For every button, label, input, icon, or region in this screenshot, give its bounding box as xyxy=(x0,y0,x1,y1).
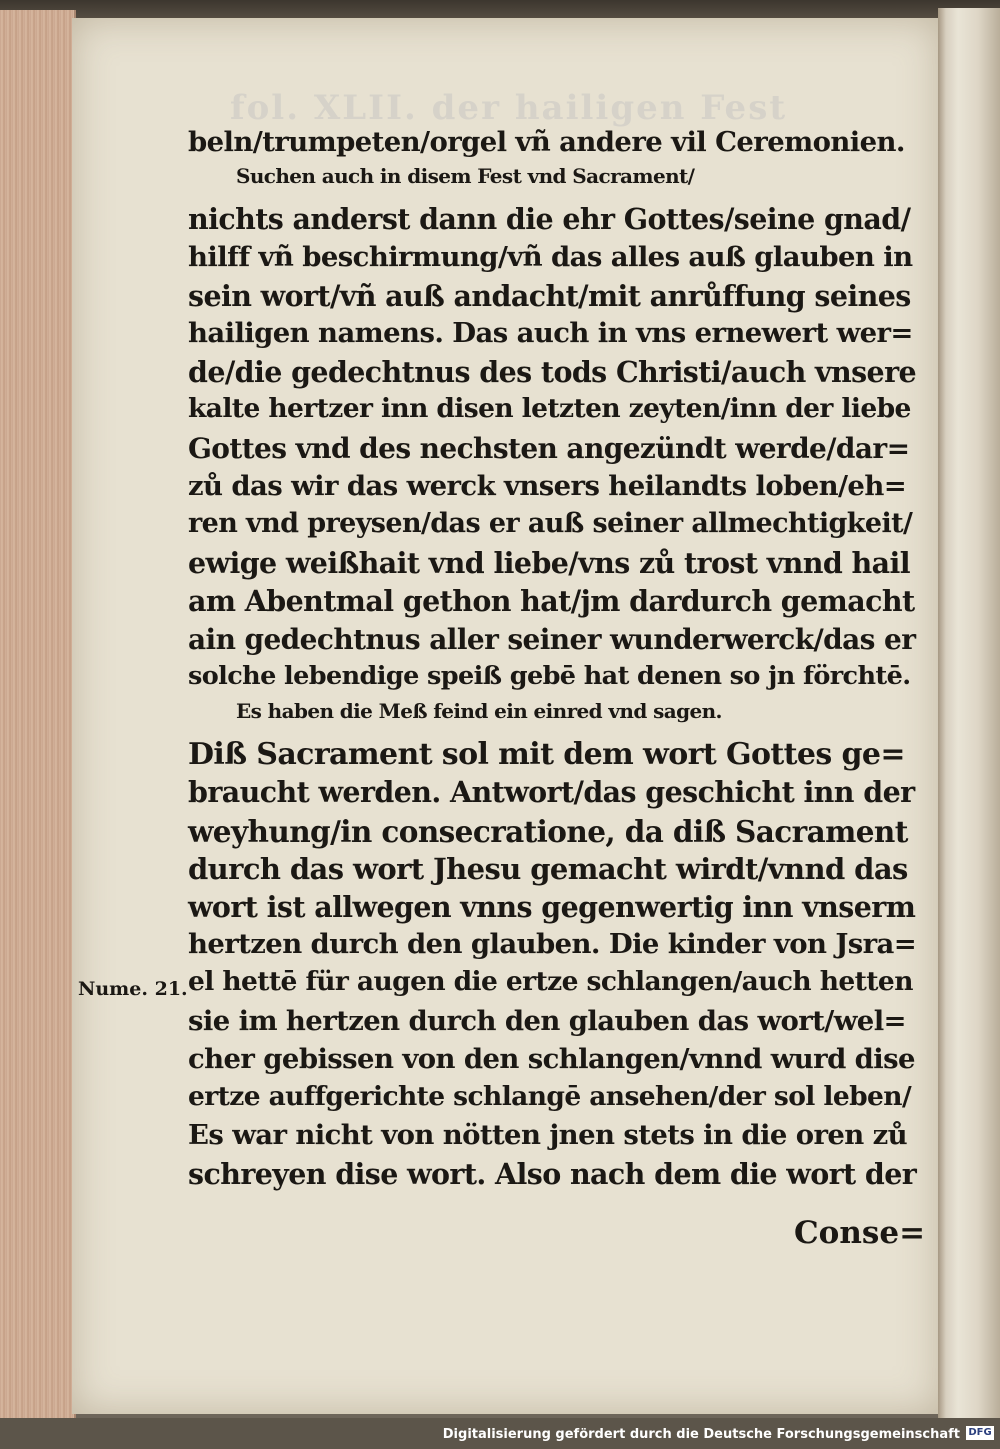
text-line: ertze auffgerichte schlangē ansehen/der sol leben/ xyxy=(188,1081,912,1112)
text-line: Diß Sacrament sol mit dem wort Gottes ge= xyxy=(188,737,905,773)
text-line: el hettē für augen die ertze schlangen/auch hetten xyxy=(188,966,913,998)
text-line: hertzen durch den glauben. Die kinder von Jsra= xyxy=(188,928,917,961)
text-line: am Abentmal gethon hat/jm dardurch gemacht xyxy=(188,584,915,619)
text-line: cher gebissen von den schlangen/vnnd wurd dise xyxy=(188,1042,915,1075)
text-line: ewige weißhait vnd liebe/vns zů trost vnnd hail xyxy=(188,546,910,581)
text-line: schreyen dise wort. Also nach dem die wort der xyxy=(188,1157,917,1192)
text-line: Es haben die Meß feind ein einred vnd sagen. xyxy=(236,699,722,723)
text-line: braucht werden. Antwort/das geschicht inn der xyxy=(188,775,915,810)
text-line: solche lebendige speiß gebē hat denen so jn förchtē. xyxy=(188,660,911,691)
text-line: sie im hertzen durch den glauben das wort/wel= xyxy=(188,1004,906,1037)
dfg-logo: DFG xyxy=(966,1426,994,1440)
text-line: sein wort/vñ auß andacht/mit anrůffung seines xyxy=(188,278,911,313)
text-line: wort ist allwegen vnns gegenwertig inn vnserm xyxy=(188,890,916,924)
text-line: beln/trumpeten/orgel vñ andere vil Ceremonien. xyxy=(188,126,905,158)
catchword: Conse= xyxy=(794,1215,926,1251)
page-stack-edge xyxy=(0,10,76,1418)
text-line: hailigen namens. Das auch in vns ernewert wer= xyxy=(188,317,913,349)
text-line: ren vnd preysen/das er auß seiner allmechtigkeit/ xyxy=(188,508,913,539)
text-line: ain gedechtnus aller seiner wunderwerck/das er xyxy=(188,622,916,656)
text-line: hilff vñ beschirmung/vñ das alles auß glauben in xyxy=(188,240,913,273)
footer-credit: Digitalisierung gefördert durch die Deutsche Forschungsgemeinschaft xyxy=(442,1427,960,1442)
margin-note: Nume. 21. xyxy=(78,978,188,1000)
text-line: kalte hertzer inn disen letzten zeyten/inn der liebe xyxy=(188,393,911,425)
text-line: Gottes vnd des nechsten angezündt werde/dar= xyxy=(188,431,910,465)
text-line: nichts anderst dann die ehr Gottes/seine gnad/ xyxy=(188,202,911,237)
text-line: Suchen auch in disem Fest vnd Sacrament/ xyxy=(236,164,695,189)
show-through-running-head: fol. XLII. der hailigen Fest xyxy=(230,88,788,128)
text-line: durch das wort Jhesu gemacht wirdt/vnnd das xyxy=(188,851,908,886)
text-line: zů das wir das werck vnsers heilandts loben/eh= xyxy=(188,469,907,502)
text-line: weyhung/in consecratione, da diß Sacrament xyxy=(188,813,908,849)
text-line: Es war nicht von nötten jnen stets in die oren zů xyxy=(188,1119,908,1152)
text-line: de/die gedechtnus des tods Christi/auch vnsere xyxy=(188,355,917,390)
